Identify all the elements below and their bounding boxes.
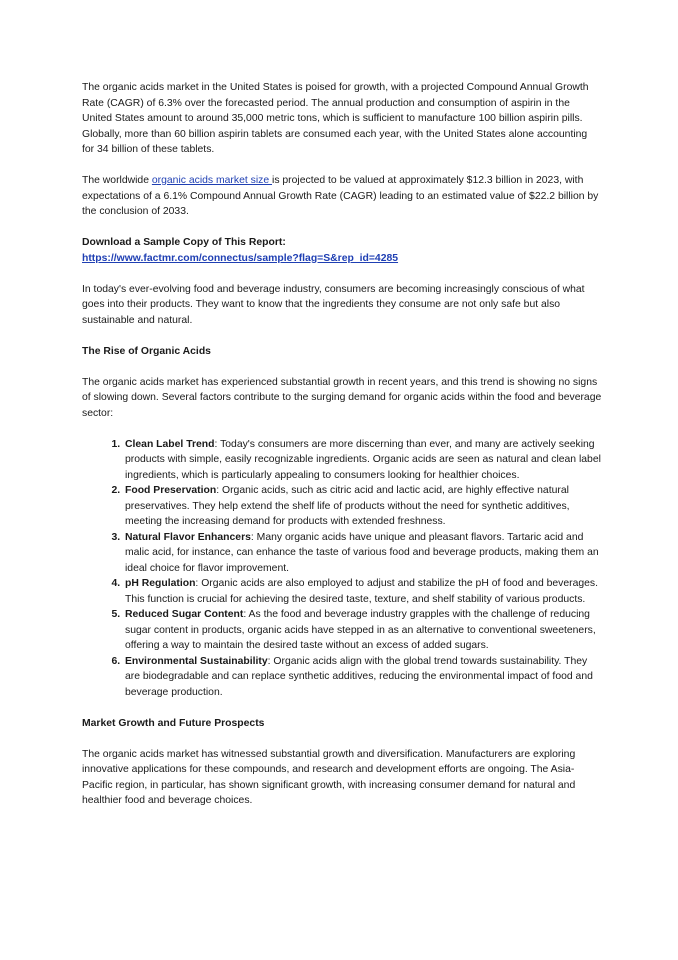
factor-text: : Today's consumers are more discerning than ever, and many are actively seeking products with simple, easily recognizable ingredients. Organic acids are seen as natural and clean label ingredients, which is particularly appealing to consumers looking for healthier choices. (125, 438, 601, 481)
download-sample-block (82, 235, 602, 266)
factor-text: : Organic acids align with the global trend towards sustainability. They are biodegradable and can replace synthetic additives, reducing the environmental impact of food and beverage production. (125, 655, 593, 698)
list-item (123, 607, 602, 654)
factor-text: : Many organic acids have unique and pleasant flavors. Tartaric acid and malic acid, for instance, can enhance the taste of various food and beverage products, making them an ideal choice for flavor improvement. (125, 531, 599, 574)
market-size-link[interactable]: organic acids market size (151, 175, 273, 186)
list-item (123, 576, 602, 607)
factor-text: : Organic acids, such as citric acid and lactic acid, are highly effective natural preservatives. They help extend the shelf life of products without the need for synthetic additives, meeting the increasing demand for products with extended freshness. (125, 485, 570, 527)
sample-report-link[interactable]: https://www.factmr.com/connectus/sample?flag=S&rep_id=4285 (82, 252, 399, 264)
download-label: Download a Sample Copy of This Report: (82, 237, 286, 248)
growth-factors-list (82, 437, 602, 701)
list-item (123, 530, 602, 577)
section-heading-rise: The Rise of Organic Acids (82, 345, 211, 357)
section-heading-growth: Market Growth and Future Prospects (82, 717, 265, 729)
list-item (123, 483, 602, 530)
factor-title: Natural Flavor Enhancers (125, 531, 251, 543)
growth-paragraph: The organic acids market has witnessed substantial growth and diversification. Manufacturers are exploring innovative applications for these compounds, and research and development efforts are ongoing. The Asia-Pacific region, in particular, has shown significant growth, with increasing consumer demand for natural and healthier food and beverage choices. (82, 748, 576, 806)
factor-title: pH Regulation (125, 578, 196, 589)
list-item (123, 654, 602, 701)
document-page (82, 80, 602, 824)
factor-text: : Organic acids are also employed to adjust and stabilize the pH of food and beverages. This function is crucial for achieving the desired taste, texture, and shelf stability of various products. (125, 578, 599, 605)
factor-title: Clean Label Trend (125, 438, 215, 450)
factor-title: Food Preservation (125, 485, 217, 496)
intro-paragraph-us: The organic acids market in the United States is poised for growth, with a projected Compound Annual Growth Rate (CAGR) of 6.3% over the forecasted period. The annual production and consumption of aspirin in the United States amount to around 35,000 metric tons, which is sufficient to manufacture 100 billion aspirin pills. Globally, more than 60 billion aspirin tablets are consumed each year, with the United States alone accounting for 34 billion of these tablets. (82, 82, 589, 155)
rise-intro-paragraph: The organic acids market has experienced substantial growth in recent years, and this trend is showing no signs of slowing down. Several factors contribute to the surging demand for organic acids within the food and beverage sector: (82, 376, 602, 419)
worldwide-text-before: The worldwide (82, 175, 152, 186)
intro-paragraph-worldwide (82, 173, 602, 220)
worldwide-text-after: is projected to be valued at approximately $12.3 billion in 2023, with expectations of a 6.1% Compound Annual Growth Rate (CAGR) leading to an estimated value of $22.2 billion by the conclusion of 2033. (82, 175, 599, 217)
consumer-paragraph: In today's ever-evolving food and beverage industry, consumers are becoming increasingly conscious of what goes into their products. They want to know that the ingredients they consume are not only safe but also sustainable and natural. (82, 283, 585, 326)
factor-text: : As the food and beverage industry grapples with the challenge of reducing sugar content in products, organic acids have stepped in as an alternative to conventional sweeteners, offering a way to maintain the desired taste without an excess of added sugars. (125, 609, 596, 651)
list-item (123, 437, 602, 484)
factor-title: Reduced Sugar Content (125, 609, 244, 620)
factor-title: Environmental Sustainability (125, 655, 268, 667)
